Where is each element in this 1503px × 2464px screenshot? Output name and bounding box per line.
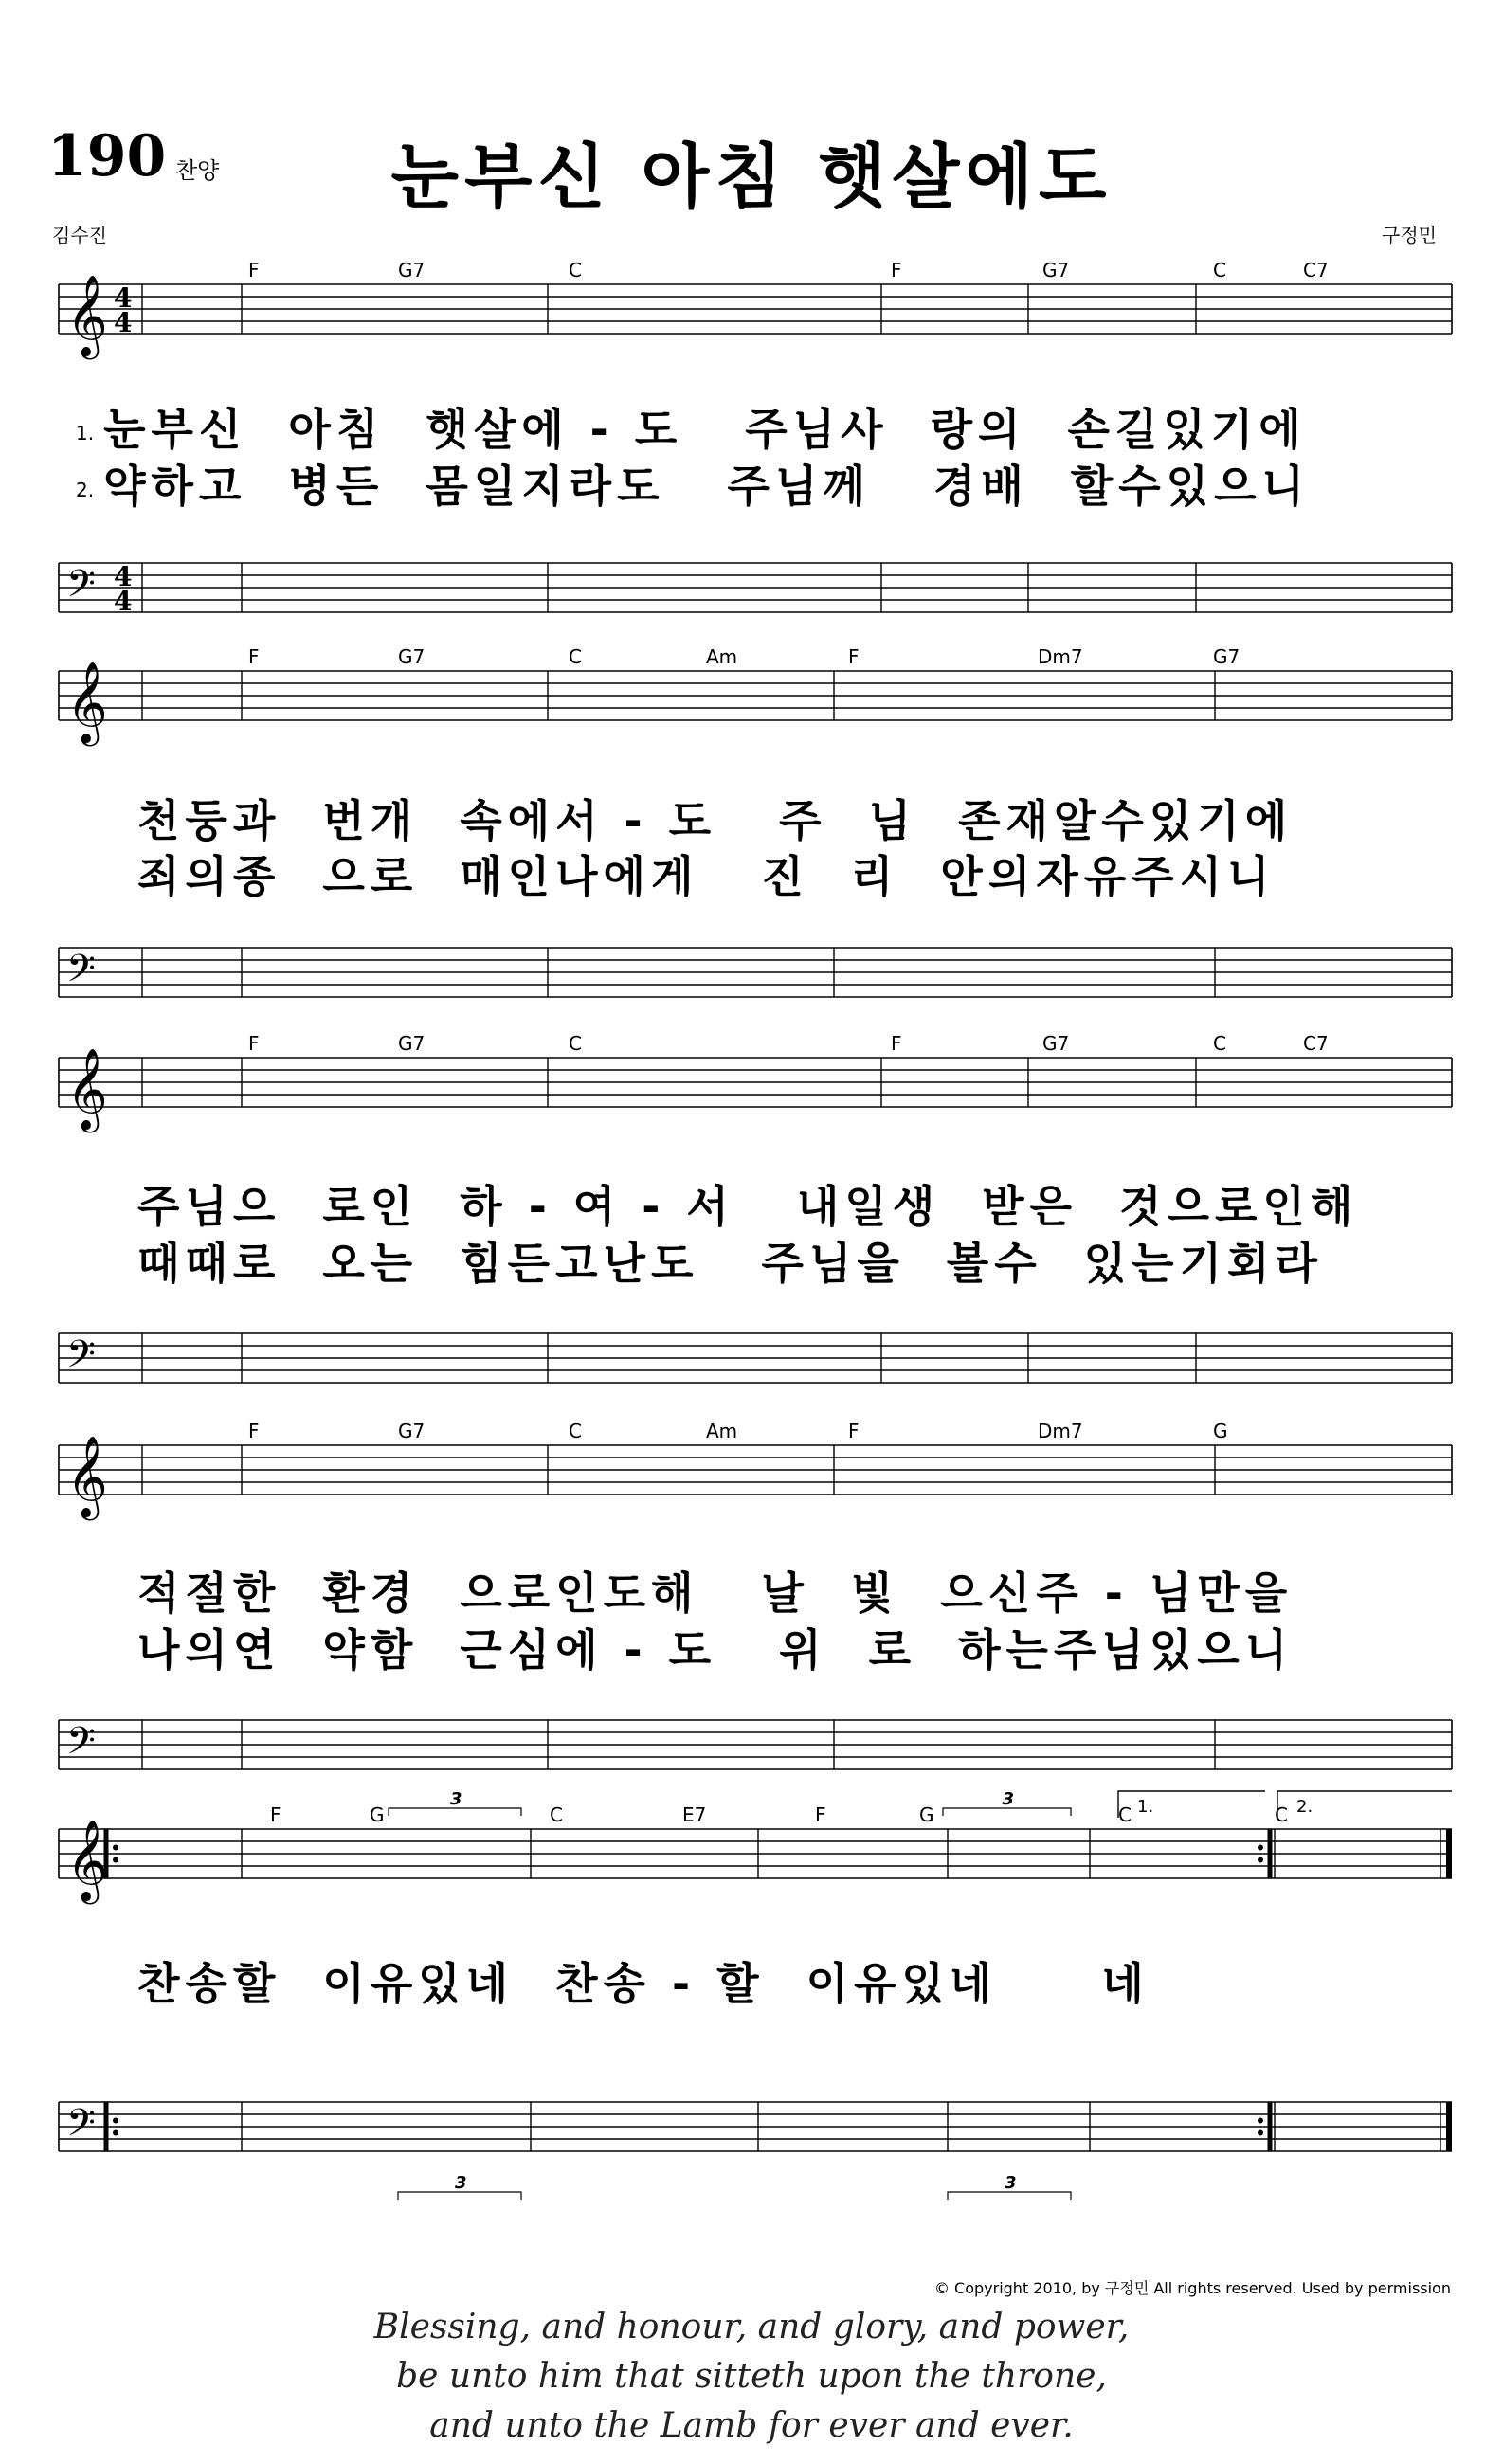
chord-symbol: C [550,1803,563,1826]
chord-symbol: G7 [398,645,426,668]
chord-symbol: G7 [398,259,426,281]
treble-clef: 𝄞 [66,1820,108,1901]
chord-symbol: G7 [1042,1032,1070,1055]
triplet-bracket [943,1808,1071,1816]
repeat-dot [1258,1857,1263,1863]
chord-symbol: C [1213,1032,1226,1055]
blessing-line: be unto him that sitteth upon the throne, [396,2357,1107,2396]
chord-symbol: G7 [398,1032,426,1055]
triplet-number: 3 [455,2173,467,2193]
chord-symbol: C [1118,1803,1132,1826]
lyric-line: 때때로 오는 힘든고난도 주님을 볼수 있는기회라 [137,1238,1323,1289]
repeat-dot [1258,2118,1263,2124]
chord-symbol: G7 [398,1420,426,1442]
treble-clef: 𝄞 [66,275,108,356]
hymn-title: 눈부신 아침 햇살에도 [390,136,1113,218]
triplet-bracket [398,2192,521,2200]
hymn-category: 찬양 [175,157,220,184]
chord-symbol: Dm7 [1038,645,1083,668]
volta-label: 1. [1137,1797,1154,1817]
lyric-line: 주님으 로인 하 - 여 - 서 내일생 받은 것으로인해 [137,1181,1359,1232]
lyric-line: 1. 눈부신 아침 햇살에 - 도 주님사 랑의 손길있기에 [76,404,1307,455]
chord-symbol: C [569,259,582,281]
chord-symbol: C7 [1303,1032,1329,1055]
volta-label: 2. [1296,1797,1313,1817]
hymn-number: 190 [47,123,167,190]
chord-symbol: F [891,259,902,281]
lyric-line: 2. 약하고 병든 몸일지라도 주님께 경배 할수있으니 [76,461,1310,512]
chord-symbol: F [248,259,260,281]
triplet-number: 3 [1002,1789,1015,1809]
lyric-line: 나의연 약함 근심에 - 도 위 로 하는주님있으니 [137,1624,1294,1676]
bass-clef: 𝄢 [66,1332,96,1386]
chord-symbol: F [891,1032,902,1055]
triplet-number: 3 [450,1789,462,1809]
bass-clef: 𝄢 [66,562,96,615]
triplet-number: 3 [1005,2173,1017,2193]
chord-symbol: G [1213,1420,1228,1442]
chord-symbol: Am [706,645,738,668]
lyric-line: 적절한 환경 으로인도해 날 빛 으신주 - 님만을 [137,1567,1294,1619]
time-signature: 4 [114,282,133,314]
chord-symbol: F [248,1032,260,1055]
triplet-bracket [948,2192,1071,2200]
chord-symbol: G7 [1213,645,1240,668]
chord-symbol: C [1275,1803,1288,1826]
repeat-dot [113,1845,118,1851]
chord-symbol: F [815,1803,826,1826]
chord-symbol: F [248,1420,260,1442]
bass-clef: 𝄢 [66,947,96,1000]
triplet-bracket [389,1808,521,1816]
bass-clef: 𝄢 [66,1719,96,1772]
chord-symbol: C [1213,259,1226,281]
chord-symbol: G [919,1803,934,1826]
time-signature: 4 [114,586,133,617]
repeat-dot [113,2130,118,2136]
chord-symbol: C7 [1303,259,1329,281]
chord-symbol: C [569,645,582,668]
lyric-line: 천둥과 번개 속에서 - 도 주 님 존재알수있기에 [137,795,1294,846]
copyright-notice: © Copyright 2010, by 구정민 All rights reserved. Used by permission [933,2279,1451,2297]
chord-symbol: C [569,1032,582,1055]
chord-symbol: Dm7 [1038,1420,1083,1442]
chord-symbol: F [270,1803,281,1826]
time-signature: 4 [114,307,133,338]
treble-clef: 𝄞 [66,1436,108,1517]
chord-symbol: G7 [1042,259,1070,281]
chord-symbol: G [370,1803,385,1826]
chord-symbol: F [248,645,260,668]
repeat-dot [1258,1845,1263,1851]
blessing-line: Blessing, and honour, and glory, and power, [373,2308,1130,2346]
chord-symbol: F [848,645,860,668]
repeat-dot [113,2118,118,2124]
chord-symbol: F [848,1420,860,1442]
time-signature: 4 [114,561,133,592]
chord-symbol: Am [706,1420,738,1442]
repeat-dot [1258,2130,1263,2136]
chord-symbol: C [569,1420,582,1442]
lyricist: 김수진 [52,224,107,246]
repeat-dot [113,1857,118,1863]
composer: 구정민 [1382,224,1437,246]
lyric-line: 찬송할 이유있네 찬송 - 할 이유있네 네 [137,1958,1150,2009]
blessing-line: and unto the Lamb for ever and ever. [429,2406,1074,2445]
treble-clef: 𝄞 [66,1048,108,1130]
treble-clef: 𝄞 [66,661,108,743]
bass-clef: 𝄢 [66,2101,96,2154]
chord-symbol: E7 [682,1803,707,1826]
lyric-line: 죄의종 으로 매인나에게 진 리 안의자유주시니 [137,851,1276,902]
